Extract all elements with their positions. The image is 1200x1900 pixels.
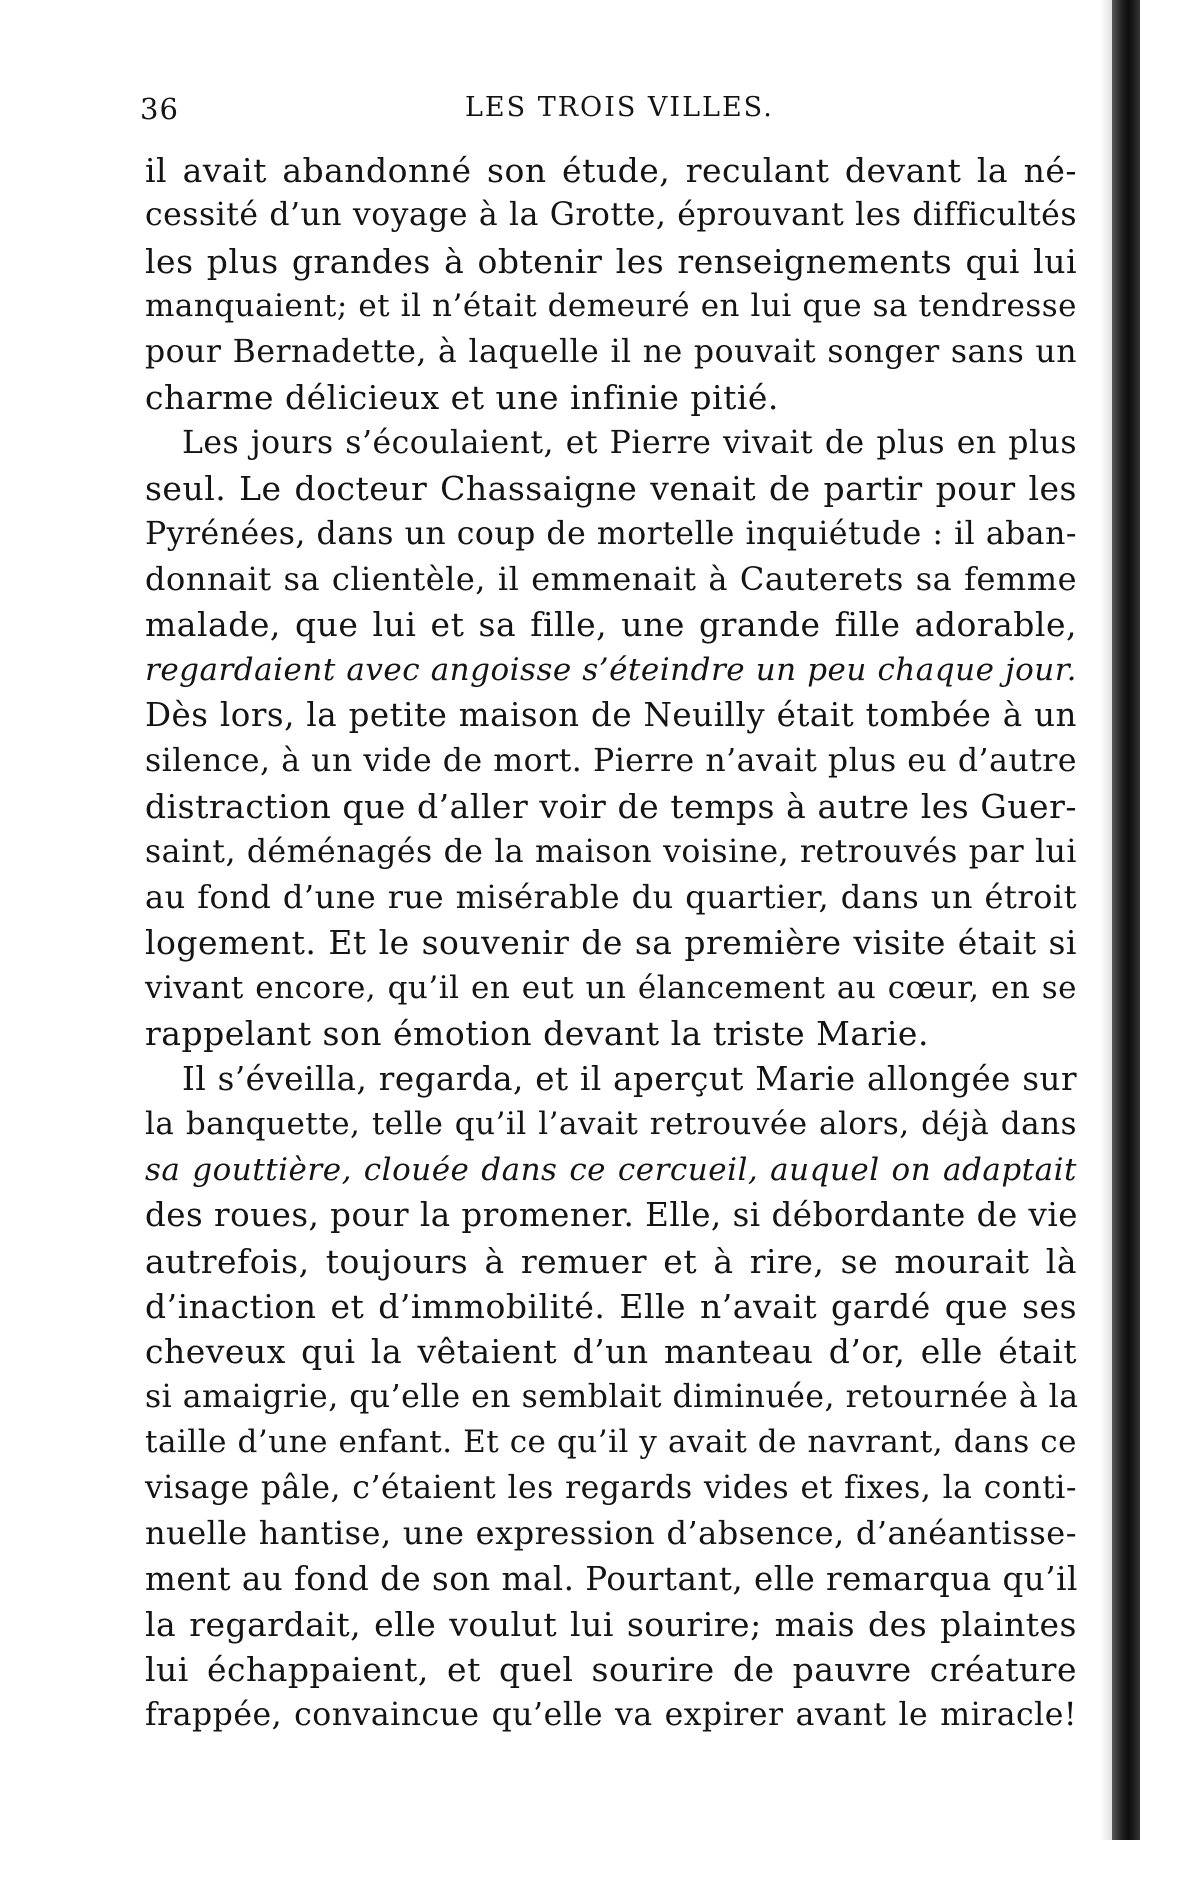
text-line: seul. Le docteur Chassaigne venait de partir pour les: [145, 469, 1077, 509]
page-header: [140, 92, 1075, 132]
text-line: saint, déménagés de la maison voisine, retrouvés par lui: [145, 833, 1077, 870]
paragraph-start-line: Il s’éveilla, regarda, et il aperçut Marie allongée sur: [182, 1059, 1077, 1098]
text-line: cessité d’un voyage à la Grotte, éprouvant les difficultés: [145, 197, 1077, 234]
text-line: sa gouttière, clouée dans ce cercueil, auquel on adaptait: [145, 1151, 1077, 1188]
text-line: d’inaction et d’immobilité. Elle n’avait gardé que ses: [145, 1286, 1077, 1326]
text-line: au fond d’une rue misérable du quartier, dans un étroit: [145, 878, 1077, 916]
text-line: pour Bernadette, à laquelle il ne pouvait songer sans un: [145, 333, 1077, 370]
running-title: LES TROIS VILLES.: [465, 92, 774, 123]
text-line: logement. Et le souvenir de sa première visite était si: [145, 923, 1077, 963]
body-text: [145, 148, 1077, 1738]
text-line: frappée, convaincue qu’elle va expirer avant le miracle!: [145, 1696, 1077, 1733]
text-line: Dès lors, la petite maison de Neuilly était tombée à un: [145, 696, 1077, 735]
text-line: silence, à un vide de mort. Pierre n’avait plus eu d’autre: [145, 742, 1077, 779]
text-line: autrefois, toujours à remuer et à rire, se mourait là: [145, 1241, 1077, 1281]
text-line: distraction que d’aller voir de temps à autre les Guer-: [145, 787, 1077, 827]
text-line: des roues, pour la promener. Elle, si débordante de vie: [145, 1196, 1079, 1235]
paragraph-start-line: Les jours s’écoulaient, et Pierre vivait de plus en plus: [182, 424, 1077, 461]
text-line: la regardait, elle voulut lui sourire; mais des plaintes: [145, 1605, 1077, 1644]
text-line: malade, que lui et sa fille, une grande fille adorable,: [145, 605, 1077, 645]
text-line: si amaigrie, qu’elle en semblait diminuée, retournée à la: [145, 1378, 1079, 1415]
text-line: les plus grandes à obtenir les renseignements qui lui: [145, 241, 1077, 281]
text-line: manquaient; et il n’était demeuré en lui que sa tendresse: [145, 288, 1077, 325]
text-line: ment au fond de son mal. Pourtant, elle remarqua qu’il: [145, 1559, 1078, 1598]
text-line: regardaient avec angoisse s’éteindre un peu chaque jour.: [145, 651, 1077, 688]
page-edge-strip: [1112, 0, 1140, 1840]
text-line: il avait abandonné son étude, reculant devant la né-: [145, 151, 1077, 190]
text-line: cheveux qui la vêtaient d’un manteau d’or, elle était: [145, 1332, 1077, 1372]
text-line: la banquette, telle qu’il l’avait retrouvée alors, déjà dans: [145, 1106, 1077, 1143]
text-line: lui échappaient, et quel sourire de pauvre créature: [145, 1650, 1077, 1690]
text-line: nuelle hantise, une expression d’absence, d’anéantisse-: [145, 1514, 1077, 1553]
text-line: rappelant son émotion devant la triste Marie.: [145, 1014, 929, 1054]
text-line: vivant encore, qu’il en eut un élancement au cœur, en se: [145, 969, 1077, 1006]
text-line: donnait sa clientèle, il emmenait à Cauterets sa femme: [145, 559, 1077, 598]
page-number: 36: [140, 92, 179, 126]
text-line: charme délicieux et une infinie pitié.: [145, 378, 779, 418]
text-line: visage pâle, c’étaient les regards vides et fixes, la conti-: [145, 1469, 1077, 1506]
text-line: Pyrénées, dans un coup de mortelle inquiétude : il aban-: [145, 515, 1077, 552]
text-line: taille d’une enfant. Et ce qu’il y avait de navrant, dans ce: [145, 1424, 1077, 1461]
